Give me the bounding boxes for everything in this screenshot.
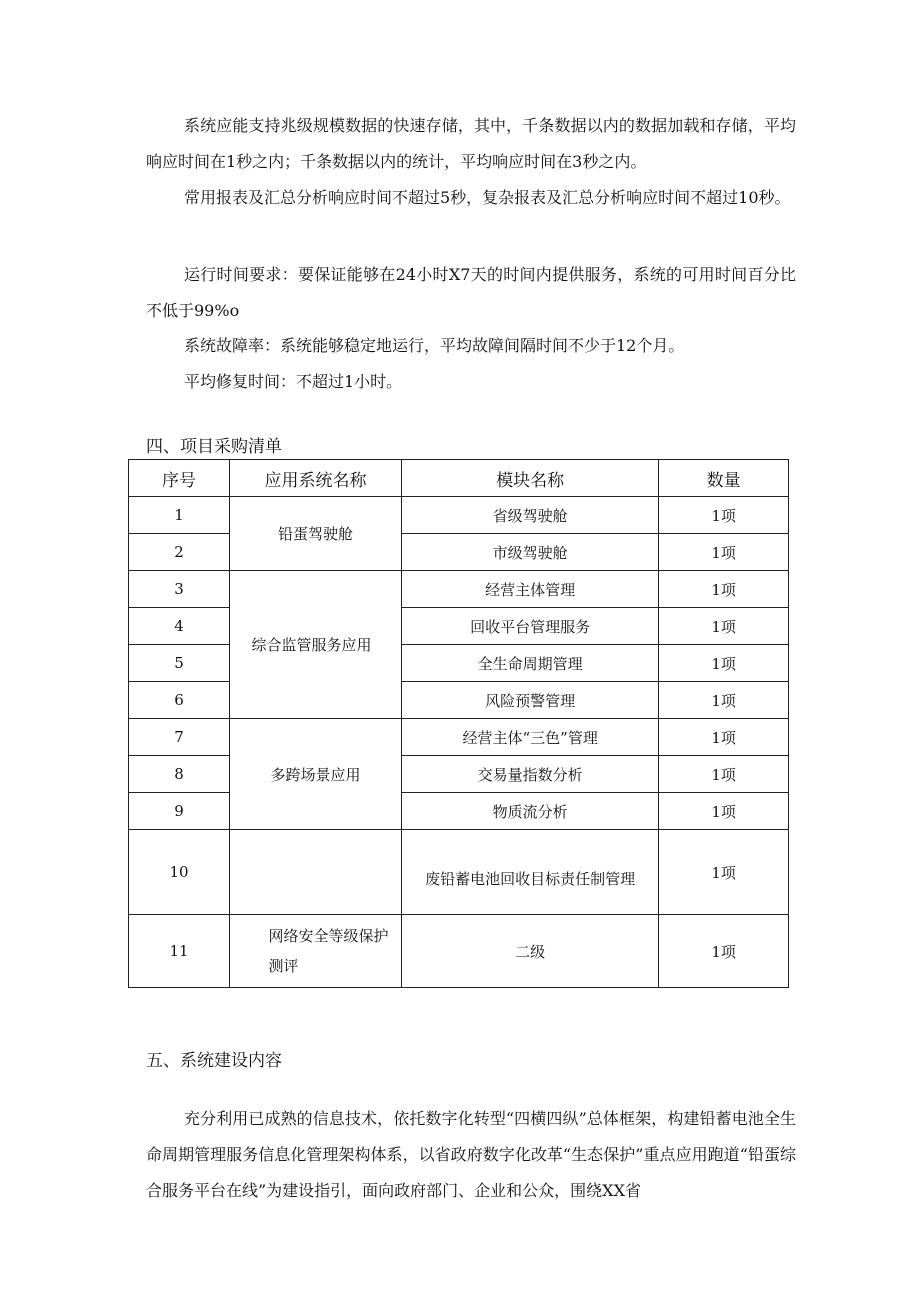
row-qty: 1项 [659, 534, 789, 571]
row-module: 经营主体“三色”管理 [402, 719, 659, 756]
system-group-cell: 多跨场景应用 [230, 719, 402, 830]
row-qty: 1项 [659, 608, 789, 645]
table-row [129, 756, 789, 793]
row-no: 10 [129, 830, 230, 915]
table-row [129, 719, 789, 756]
header-no: 序号 [129, 460, 230, 497]
system-group-label: 综合监管服务应用 [251, 635, 372, 654]
section4-heading: 四、项目采购清单 [146, 437, 282, 457]
row-module: 市级驾驶舱 [402, 534, 659, 571]
row-no: 1 [129, 497, 230, 534]
row-no: 2 [129, 534, 230, 571]
section5-heading: 五、系统建设内容 [146, 1051, 282, 1071]
system-group-cell [230, 915, 402, 988]
header-system: 应用系统名称 [230, 460, 402, 497]
table-row [129, 830, 789, 915]
table-row [129, 534, 789, 571]
row-qty: 1项 [659, 571, 789, 608]
row-no: 8 [129, 756, 230, 793]
repair-time-paragraph: 平均修复时间：不超过1小时。 [184, 372, 403, 391]
row-module: 废铅蓄电池回收目标责任制管理 [402, 830, 659, 915]
row-qty: 1项 [659, 719, 789, 756]
table-header-row [129, 460, 789, 497]
row-no: 6 [129, 682, 230, 719]
system-group-cell: 铅蛋驾驶舱 [230, 497, 402, 571]
table-row [129, 682, 789, 719]
system-group-cell [230, 571, 402, 719]
row-qty: 1项 [659, 915, 789, 988]
table-row [129, 645, 789, 682]
row-module: 物质流分析 [402, 793, 659, 830]
row-module: 省级驾驶舱 [402, 497, 659, 534]
table-row [129, 608, 789, 645]
system-group-cell [230, 830, 402, 915]
table-row [129, 571, 789, 608]
row-module: 二级 [402, 915, 659, 988]
construction-paragraph: 充分利用已成熟的信息技术，依托数字化转型“四横四纵”总体框架，构建铅蓄电池全生命周期管理服务信息化管理架构体系，以省政府数字化改革“生态保护”重点应用跑道“铅蛋综合服务平台在线”为建设指引，面向政府部门、企业和公众，围绕XX省 [146, 1109, 796, 1200]
header-qty: 数量 [659, 460, 789, 497]
row-module: 全生命周期管理 [402, 645, 659, 682]
table-row [129, 915, 789, 988]
row-module: 风险预警管理 [402, 682, 659, 719]
row-qty: 1项 [659, 682, 789, 719]
row-qty: 1项 [659, 830, 789, 915]
performance-paragraph: 系统应能支持兆级规模数据的快速存储，其中，千条数据以内的数据加载和存储，平均响应时间在1秒之内；千条数据以内的统计，平均响应时间在3秒之内。 [146, 116, 796, 171]
row-qty: 1项 [659, 645, 789, 682]
table-row [129, 793, 789, 830]
row-qty: 1项 [659, 756, 789, 793]
row-no: 5 [129, 645, 230, 682]
system-group-label: 网络安全等级保护测评 [268, 927, 389, 975]
report-response-paragraph: 常用报表及汇总分析响应时间不超过5秒，复杂报表及汇总分析响应时间不超过10秒。 [184, 188, 791, 207]
procurement-table [128, 459, 789, 988]
table-row [129, 497, 789, 534]
row-module: 回收平台管理服务 [402, 608, 659, 645]
row-no: 7 [129, 719, 230, 756]
row-no: 3 [129, 571, 230, 608]
row-qty: 1项 [659, 793, 789, 830]
uptime-paragraph: 运行时间要求：要保证能够在24小时X7天的时间内提供服务，系统的可用时间百分比不低于99%o [146, 265, 796, 320]
header-module: 模块名称 [402, 460, 659, 497]
row-module: 交易量指数分析 [402, 756, 659, 793]
row-module: 经营主体管理 [402, 571, 659, 608]
failure-rate-paragraph: 系统故障率：系统能够稳定地运行，平均故障间隔时间不少于12个月。 [184, 336, 685, 355]
row-qty: 1项 [659, 497, 789, 534]
row-no: 9 [129, 793, 230, 830]
row-no: 11 [129, 915, 230, 988]
row-no: 4 [129, 608, 230, 645]
